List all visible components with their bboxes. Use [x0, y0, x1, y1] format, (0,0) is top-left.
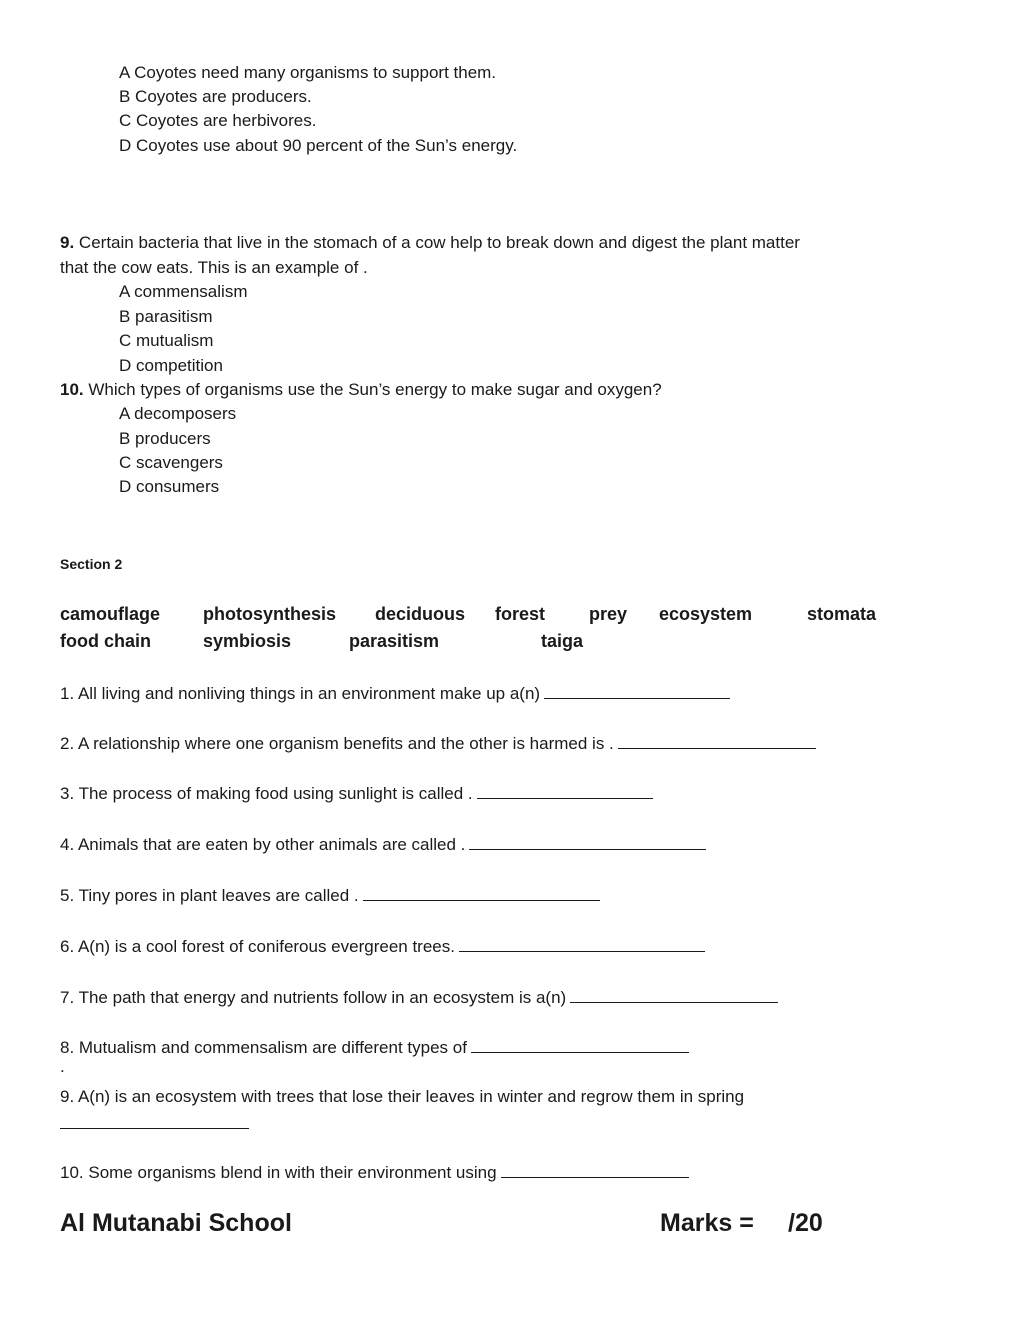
q8-option-c: C Coyotes are herbivores. — [119, 111, 317, 130]
fill-item-3 — [60, 782, 653, 805]
word-bank-item: deciduous — [375, 604, 466, 624]
word-bank-item: food chain — [60, 631, 151, 651]
fill-item-text: 1. All living and nonliving things in an environment make up a(n) — [60, 684, 541, 703]
word-bank-item: prey — [589, 604, 628, 624]
fill-item-8 — [60, 1036, 689, 1059]
fill-item-7 — [60, 986, 778, 1009]
word-bank-item: camouflage — [60, 604, 161, 624]
marks-total: /20 — [788, 1209, 823, 1237]
answer-blank[interactable] — [477, 782, 653, 799]
answer-blank[interactable] — [618, 732, 816, 749]
answer-blank[interactable] — [60, 1114, 249, 1129]
q8-option-a: A Coyotes need many organisms to support them. — [119, 63, 497, 82]
word-bank-item: photosynthesis — [203, 604, 337, 624]
fill-item-text: 2. A relationship where one organism benefits and the other is harmed is . — [60, 734, 614, 753]
word-bank-item: taiga — [541, 631, 584, 651]
school-name: Al Mutanabi School — [60, 1209, 292, 1237]
fill-item-text: 4. Animals that are eaten by other animals are called . — [60, 835, 466, 854]
q9-option-a: A commensalism — [119, 282, 248, 301]
q10-option-c: C scavengers — [119, 453, 223, 472]
fill-item-text: 3. The process of making food using sunlight is called . — [60, 784, 473, 803]
fill-item-4 — [60, 833, 706, 856]
answer-blank[interactable] — [501, 1161, 689, 1178]
answer-blank[interactable] — [363, 884, 600, 901]
answer-blank[interactable] — [471, 1036, 689, 1053]
q9-option-c: C mutualism — [119, 331, 214, 350]
fill-item-2 — [60, 732, 816, 755]
q9-line1 — [60, 232, 800, 254]
word-bank-item: symbiosis — [203, 631, 292, 651]
word-bank-item: parasitism — [349, 631, 440, 651]
q8-option-d: D Coyotes use about 90 percent of the Sun’s energy. — [119, 136, 518, 155]
fill-item-10 — [60, 1161, 689, 1184]
section-title: Section 2 — [60, 556, 123, 572]
fill-item-5 — [60, 884, 600, 907]
q10-option-b: B producers — [119, 429, 211, 448]
q8-option-b: B Coyotes are producers. — [119, 87, 312, 106]
answer-blank[interactable] — [544, 682, 730, 699]
q9-option-d: D competition — [119, 356, 223, 375]
q10-text: Which types of organisms use the Sun’s energy to make sugar and oxygen? — [88, 380, 662, 399]
fill-item-text: 5. Tiny pores in plant leaves are called . — [60, 886, 359, 905]
fill-item-text: 7. The path that energy and nutrients follow in an ecosystem is a(n) — [60, 988, 567, 1007]
word-bank-item: stomata — [807, 604, 877, 624]
q10-number: 10. — [60, 380, 84, 399]
fill-item-text: 10. Some organisms blend in with their environment using — [60, 1163, 497, 1182]
word-bank-item: forest — [495, 604, 546, 624]
fill-item-9 — [60, 1086, 744, 1108]
q10-option-d: D consumers — [119, 477, 220, 496]
q9-number: 9. — [60, 233, 75, 252]
q9-text: Certain bacteria that live in the stomach of a cow help to break down and digest the plant matter — [78, 233, 800, 252]
fill-item-6 — [60, 935, 705, 958]
stray-dot: . — [60, 1057, 65, 1076]
fill-item-text: 6. A(n) is a cool forest of coniferous evergreen trees. — [60, 937, 455, 956]
marks-label: Marks = — [660, 1209, 754, 1237]
fill-item-text: 8. Mutualism and commensalism are different types of — [60, 1038, 467, 1057]
answer-blank[interactable] — [469, 833, 706, 850]
answer-blank[interactable] — [459, 935, 705, 952]
fill-item-1 — [60, 682, 730, 705]
word-bank-item: ecosystem — [659, 604, 753, 624]
fill-item-text: 9. A(n) is an ecosystem with trees that lose their leaves in winter and regrow them in spring — [60, 1087, 745, 1106]
q9-line2: that the cow eats. This is an example of . — [60, 258, 368, 277]
q10-option-a: A decomposers — [119, 404, 237, 423]
answer-blank[interactable] — [570, 986, 778, 1003]
q10-line — [60, 379, 662, 401]
q9-option-b: B parasitism — [119, 307, 213, 326]
